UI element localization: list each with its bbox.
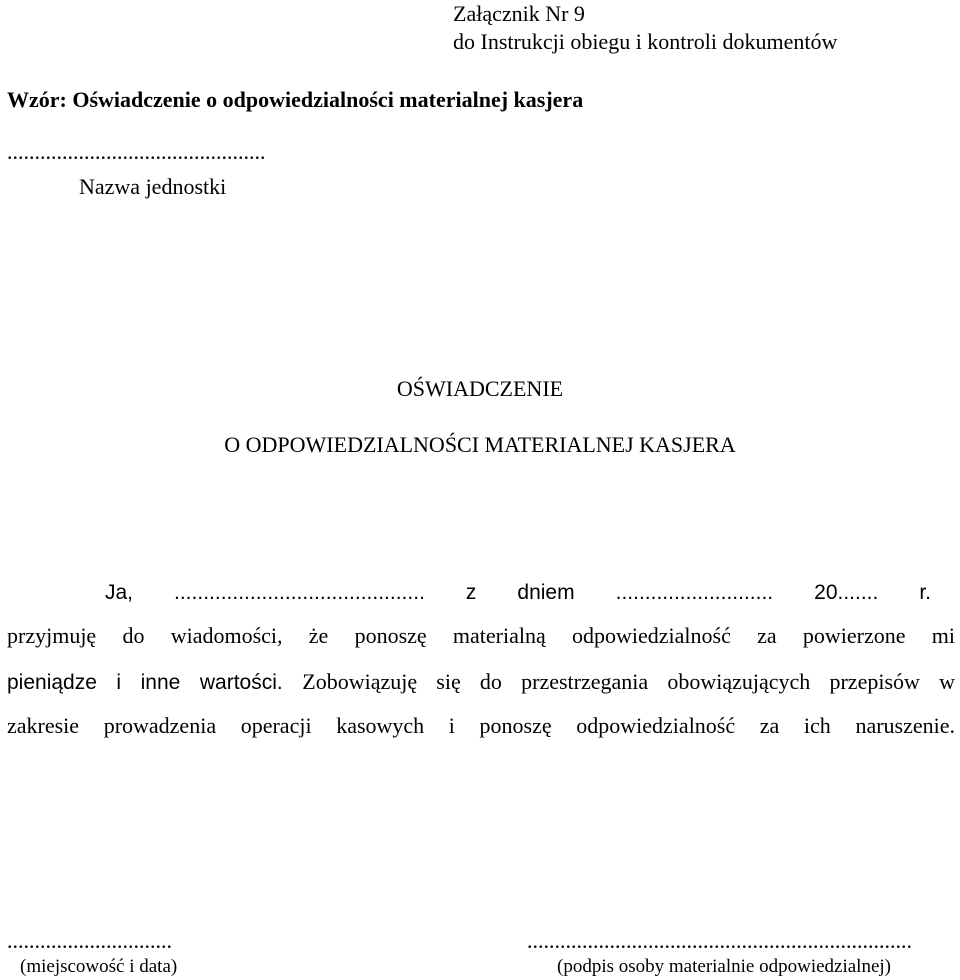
intro-word: r. <box>919 581 932 604</box>
unit-name-label: Nazwa jednostki <box>79 174 227 199</box>
place-date-blank: .............................. <box>7 928 172 953</box>
body-line <box>7 671 955 693</box>
signature-label: (podpis osoby materialnie odpowiedzialnej) <box>557 956 891 977</box>
name-blank: ........................................... <box>174 581 425 604</box>
declaration-subtitle: O ODPOWIEDZIALNOŚCI MATERIALNEJ KASJERA <box>224 432 736 457</box>
unit-name-blank: ............................................... <box>7 139 266 164</box>
date-blank: ........................... <box>615 581 774 604</box>
intro-word: Ja, <box>105 581 134 604</box>
template-title: Wzór: Oświadczenie o odpowiedzialności materialnej kasjera <box>7 87 584 112</box>
body-line: przyjmuję do wiadomości, że ponoszę materialną odpowiedzialność za powierzone mi <box>7 623 955 648</box>
place-date-label: (miejscowość i data) <box>20 956 178 977</box>
body-text-serif: Zobowiązuję się do przestrzegania obowiązujących przepisów w <box>302 669 955 694</box>
body-line: zakresie prowadzenia operacji kasowych i ponoszę odpowiedzialność za ich naruszenie. <box>7 713 955 738</box>
year-blank: 20....... <box>814 581 879 604</box>
intro-word: dniem <box>517 581 575 604</box>
body-text-sans: pieniądze i inne wartości. <box>7 671 283 694</box>
intro-line <box>105 582 931 603</box>
signature-blank: ...................................................................... <box>527 928 912 953</box>
annex-title: Załącznik Nr 9 <box>453 1 585 26</box>
annex-subtitle: do Instrukcji obiegu i kontroli dokumentów <box>453 29 838 54</box>
intro-word: z <box>465 581 477 604</box>
declaration-title: OŚWIADCZENIE <box>396 376 564 401</box>
